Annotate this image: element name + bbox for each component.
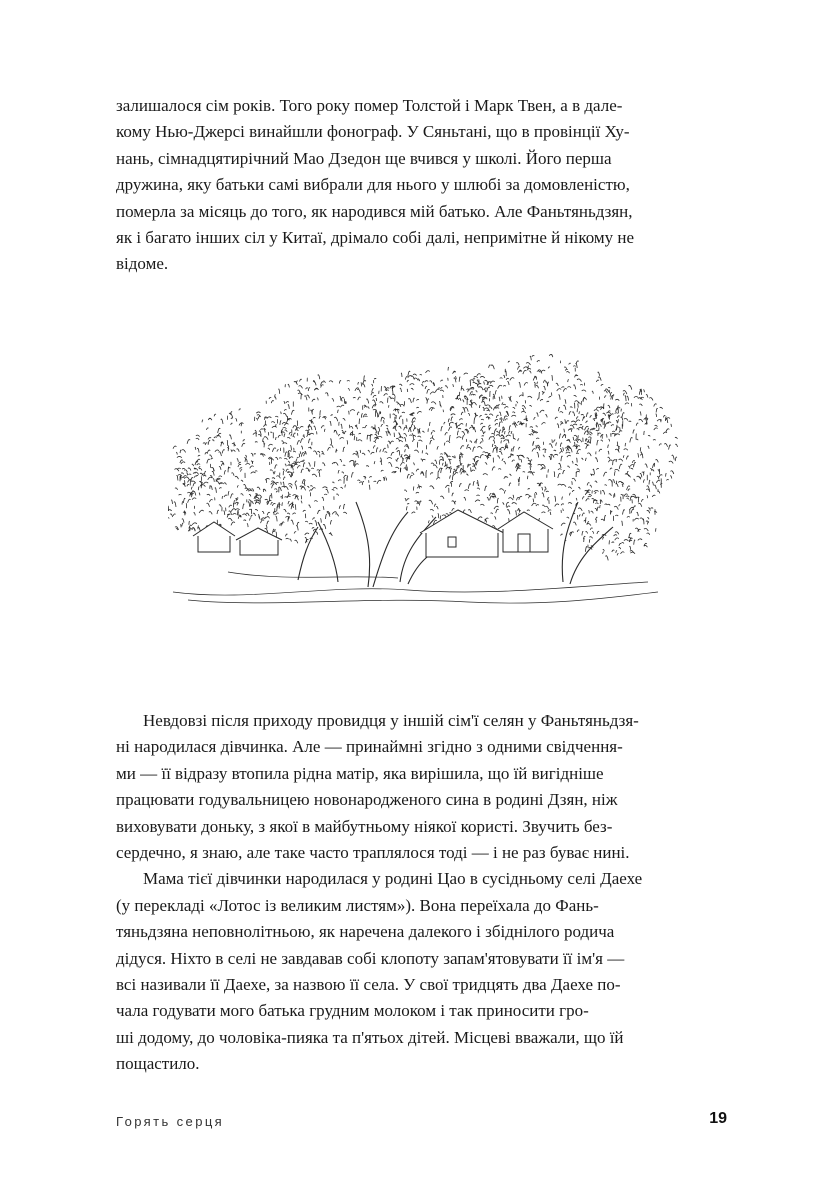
text-line: чала годувати мого батька грудним молоком і так приносити гро- bbox=[116, 1001, 589, 1021]
text-line: ми — її відразу втопила рідна матір, яка вирішила, що їй вигідніше bbox=[116, 763, 604, 783]
text-line: тяньдзяна неповнолітньою, як наречена далекого і збіднілого родича bbox=[116, 922, 615, 942]
page-number: 19 bbox=[709, 1110, 727, 1127]
text-line: як і багато інших сіл у Китаї, дрімало собі далі, непримітне й нікому не bbox=[116, 228, 635, 248]
running-footer-title: Горять серця bbox=[116, 1114, 225, 1129]
text-line: Мама тієї дівчинки народилася у родині Цао в сусідньому селі Даехе bbox=[143, 869, 643, 889]
text-line: дружина, яку батьки самі вибрали для нього у шлюбі за домовленістю, bbox=[116, 175, 630, 195]
text-line: нань, сімнадцятирічний Мао Дзедон ще вчився у школі. Його перша bbox=[116, 148, 612, 168]
text-line: (у перекладі «Лотос із великим листям»). Вона переїхала до Фань- bbox=[116, 895, 599, 915]
text-line: кому Нью-Джерсі винайшли фонограф. У Сяньтані, що в провінції Ху- bbox=[116, 122, 630, 142]
text-line: померла за місяць до того, як народився мій батько. Але Фаньтяньдзян, bbox=[116, 201, 633, 221]
text-line: всі називали її Даехе, за назвою її села. У свої тридцять два Даехе по- bbox=[116, 975, 621, 995]
text-line: залишалося сім років. Того року помер Толстой і Марк Твен, а в дале- bbox=[116, 96, 623, 115]
text-line: ші додому, до чоловіка-пияка та п'ятьох дітей. Місцеві вважали, що їй bbox=[116, 1027, 624, 1047]
text-line: ні народилася дівчинка. Але — принаймні згідно з одними свідчення- bbox=[116, 737, 623, 757]
bottom-paragraphs bbox=[116, 708, 723, 1078]
text-line: дідуся. Ніхто в селі не завдавав собі клопоту запам'ятовувати її ім'я — bbox=[116, 948, 625, 968]
text-line: виховувати доньку, з якої в майбутньому ніякої користі. Звучить без- bbox=[116, 816, 613, 836]
tree-canopy bbox=[168, 354, 678, 560]
ground bbox=[173, 572, 658, 603]
text-line: працювати годувальницею новонародженого сина в родині Дзян, ніж bbox=[116, 790, 618, 810]
text-line: відоме. bbox=[116, 254, 169, 274]
text-line: сердечно, я знаю, але таке часто траплялося тоді — і не раз буває нині. bbox=[116, 843, 630, 863]
village-houses bbox=[193, 510, 553, 557]
top-paragraph bbox=[116, 93, 723, 278]
village-trees-illustration bbox=[168, 352, 678, 612]
text-line: Невдовзі після приходу провидця у іншій сім'ї селян у Фаньтяньдзя- bbox=[143, 711, 639, 730]
text-line: пощастило. bbox=[116, 1054, 200, 1074]
